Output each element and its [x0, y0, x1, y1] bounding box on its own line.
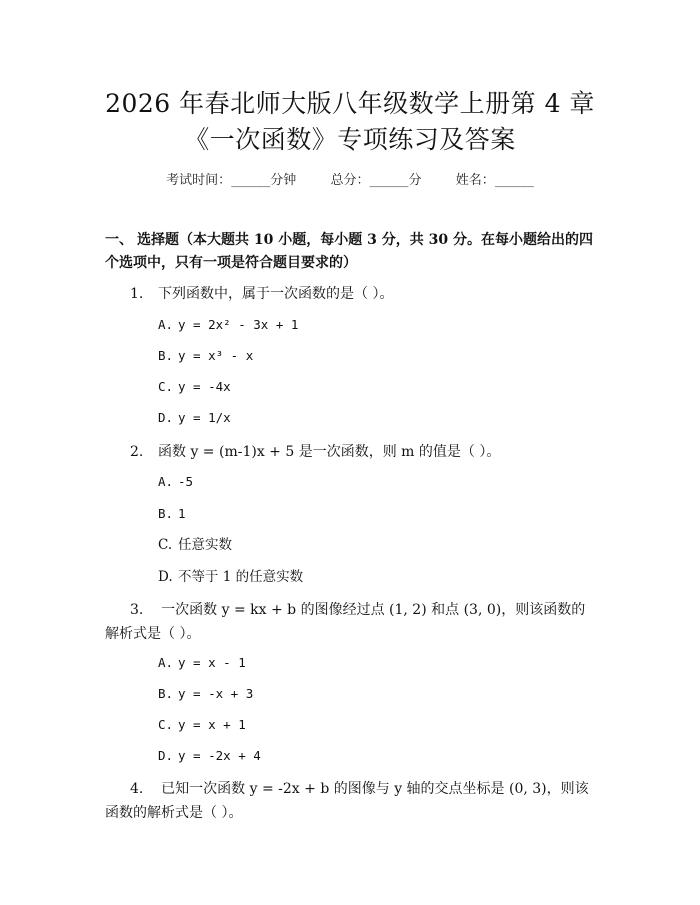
question-3	[105, 598, 595, 646]
question-text: 一次函数 y = kx + b 的图像经过点 (1, 2) 和点 (3, 0)，则该函数的解析式是（ ）。	[105, 602, 586, 642]
option-text: y = -4x	[178, 379, 231, 394]
question-text: 函数 y = (m-1)x + 5 是一次函数，则 m 的值是（ ）。	[158, 444, 501, 460]
time-label: 考试时间：	[166, 173, 232, 188]
question-text: 已知一次函数 y = -2x + b 的图像与 y 轴的交点坐标是 (0, 3)，则该函数的解析式是（ ）。	[105, 781, 589, 821]
option-text: y = 2x² - 3x + 1	[178, 317, 299, 332]
option-text: y = -x + 3	[178, 686, 254, 701]
question-3-option-a	[158, 653, 246, 673]
question-number: 2.	[130, 444, 144, 460]
question-number: 4.	[130, 781, 144, 797]
option-text: -5	[178, 474, 194, 489]
question-number: 1.	[130, 286, 144, 302]
question-1-option-d	[158, 408, 231, 428]
option-label: A.	[158, 317, 174, 332]
question-1-option-c	[158, 377, 231, 397]
question-2-option-b	[158, 504, 186, 524]
document-title-line-2: 《一次函数》专项练习及答案	[184, 125, 516, 154]
option-label: B.	[158, 686, 174, 701]
section-heading	[105, 229, 603, 275]
question-2-option-a	[158, 472, 193, 492]
section-number: 一、	[105, 232, 133, 248]
option-text: y = 1/x	[178, 410, 231, 425]
question-number: 3.	[130, 602, 144, 618]
question-text: 下列函数中，属于一次函数的是（ ）。	[158, 286, 394, 302]
option-text: y = x³ - x	[178, 348, 254, 363]
document-title-line-1: 2026 年春北师大版八年级数学上册第 4 章	[105, 89, 595, 118]
score-label: 总分：	[330, 173, 370, 188]
option-text: y = x + 1	[178, 717, 246, 732]
score-unit: 分	[408, 173, 422, 188]
option-label: D.	[158, 748, 174, 763]
question-3-option-b	[158, 684, 253, 704]
option-text: y = -2x + 4	[178, 748, 261, 763]
time-blank: ______	[231, 173, 271, 188]
option-text: 不等于 1 的任意实数	[178, 569, 304, 585]
option-text: y = x - 1	[178, 655, 246, 670]
option-text: 1	[178, 506, 186, 521]
question-3-option-c	[158, 715, 246, 735]
section-title: 选择题（本大题共 10 小题，每小题 3 分，共 30 分。在每小题给出的四个选项中，只有一项是符合题目要求的）	[105, 232, 593, 271]
question-3-option-d	[158, 746, 261, 766]
option-label: C.	[158, 379, 174, 394]
option-label: D.	[158, 569, 173, 585]
score-blank: ______	[369, 173, 409, 188]
question-2-option-d	[158, 567, 303, 587]
option-label: C.	[158, 717, 174, 732]
question-2-option-c	[158, 535, 232, 555]
time-unit: 分钟	[270, 173, 297, 188]
question-4	[105, 777, 595, 825]
option-label: C.	[158, 537, 173, 553]
exam-meta	[0, 169, 700, 188]
option-label: B.	[158, 348, 174, 363]
option-text: 任意实数	[178, 537, 232, 553]
option-label: A.	[158, 655, 174, 670]
name-blank: ______	[494, 173, 534, 188]
option-label: A.	[158, 474, 174, 489]
name-label: 姓名：	[455, 173, 495, 188]
question-1-option-a	[158, 315, 298, 335]
question-1-option-b	[158, 346, 253, 366]
option-label: D.	[158, 410, 174, 425]
option-label: B.	[158, 506, 174, 521]
